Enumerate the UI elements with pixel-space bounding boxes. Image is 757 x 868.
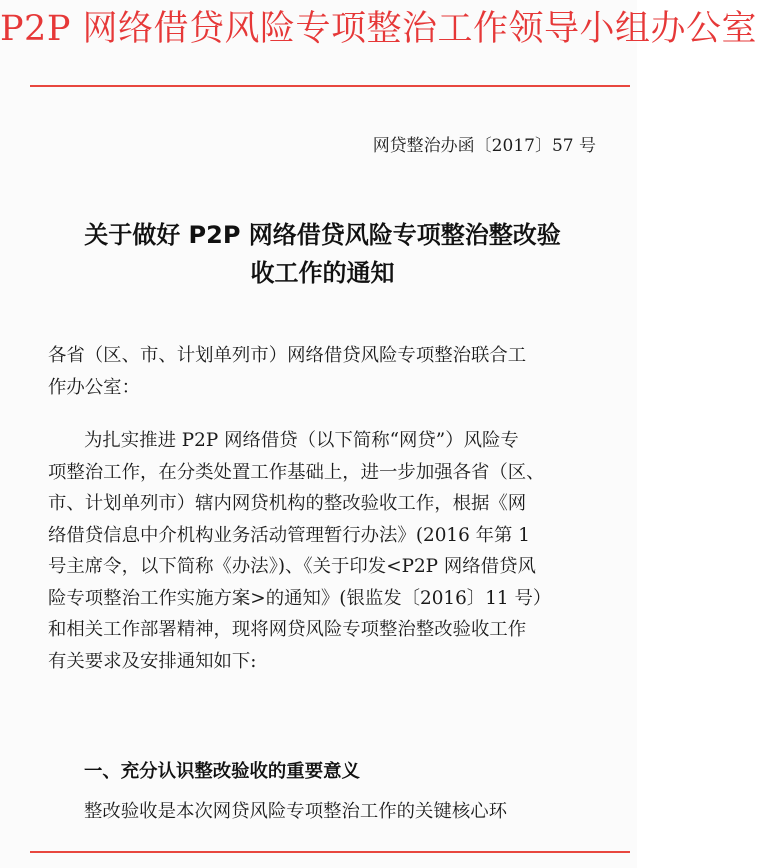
paragraph-line: 市、计划单列市）辖内网贷机构的整改验收工作，根据《网 — [48, 493, 527, 514]
footer-divider — [30, 851, 630, 853]
document-number: 网贷整治办函〔2017〕57 号 — [372, 136, 596, 156]
paragraph-line: 和相关工作部署精神，现将网贷风险专项整治整改验收工作 — [48, 619, 527, 640]
paragraph-line: 号主席令，以下简称《办法》)、《关于印发<P2P 网络借贷风 — [48, 556, 536, 577]
document-title-line: 关于做好 P2P 网络借贷风险专项整治整改验 — [84, 221, 561, 249]
salutation-line: 作办公室： — [48, 376, 140, 398]
intro-paragraph — [48, 425, 608, 677]
salutation-line: 各省（区、市、计划单列市）网络借贷风险专项整治联合工 — [48, 345, 527, 366]
document-title — [30, 216, 615, 292]
letterhead-title: P2P 网络借贷风险专项整治工作领导小组办公室 — [0, 9, 757, 49]
salutation — [48, 340, 608, 403]
section-heading: 一、充分认识整改验收的重要意义 — [84, 761, 360, 782]
letterhead-divider — [30, 85, 630, 87]
document-title-line: 收工作的通知 — [250, 259, 395, 287]
paragraph-line: 为扎实推进 P2P 网络借贷（以下简称“网贷”）风险专 — [84, 430, 519, 451]
paragraph-line: 项整治工作，在分类处置工作基础上，进一步加强各省（区、 — [48, 461, 545, 483]
paragraph-line: 络借贷信息中介机构业务活动管理暂行办法》(2016 年第 1 — [48, 524, 530, 546]
paragraph-line: 险专项整治工作实施方案>的通知》(银监发〔2016〕11 号） — [48, 587, 552, 609]
paragraph-line: 有关要求及安排通知如下: — [48, 650, 257, 672]
section-paragraph: 整改验收是本次网贷风险专项整治工作的关键核心环 — [84, 801, 507, 822]
